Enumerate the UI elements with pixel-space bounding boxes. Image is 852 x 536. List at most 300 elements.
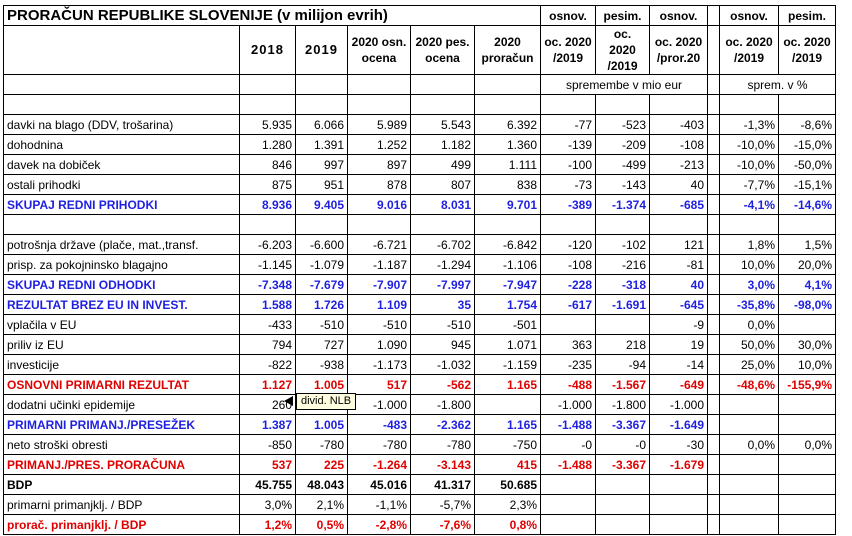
- value-cell: -1,1%: [348, 495, 411, 515]
- row-label: prorač. primanjklj. / BDP: [4, 515, 240, 535]
- value-cell: [596, 475, 650, 495]
- value-cell: 1.005: [296, 415, 348, 435]
- spacer-cell: [708, 175, 720, 195]
- value-cell: -649: [650, 375, 708, 395]
- value-cell: 363: [541, 335, 596, 355]
- value-cell: -139: [541, 135, 596, 155]
- value-cell: 2,3%: [475, 495, 541, 515]
- value-cell: -143: [596, 175, 650, 195]
- changes-pct-label: sprem. v %: [720, 75, 836, 95]
- value-cell: -1.159: [475, 355, 541, 375]
- value-cell: -98,0%: [779, 295, 836, 315]
- table-row: [4, 355, 836, 375]
- budget-table: [3, 5, 836, 535]
- spacer-cell: [708, 335, 720, 355]
- value-cell: -1,3%: [720, 115, 779, 135]
- spacer-cell: [708, 515, 720, 535]
- value-cell: 41.317: [411, 475, 475, 495]
- value-cell: -216: [596, 255, 650, 275]
- value-cell: -6.600: [296, 235, 348, 255]
- value-cell: 5.989: [348, 115, 411, 135]
- value-cell: -102: [596, 235, 650, 255]
- value-cell: -1.294: [411, 255, 475, 275]
- value-cell: 1.127: [240, 375, 296, 395]
- value-cell: 10,0%: [720, 255, 779, 275]
- row-label: investicije: [4, 355, 240, 375]
- col-pct-2: oc. 2020 /2019: [779, 26, 836, 75]
- value-cell: [650, 215, 708, 235]
- value-cell: 517: [348, 375, 411, 395]
- value-cell: -7,7%: [720, 175, 779, 195]
- value-cell: 5.543: [411, 115, 475, 135]
- hdr-osnov-3: osnov.: [720, 6, 779, 26]
- value-cell: -15,0%: [779, 135, 836, 155]
- value-cell: -685: [650, 195, 708, 215]
- value-cell: 48.043: [296, 475, 348, 495]
- value-cell: 1.280: [240, 135, 296, 155]
- value-cell: -1.374: [596, 195, 650, 215]
- spacer-cell: [708, 495, 720, 515]
- value-cell: -1.488: [541, 455, 596, 475]
- empty-cell: [4, 26, 240, 75]
- value-cell: -94: [596, 355, 650, 375]
- value-cell: 19: [650, 335, 708, 355]
- value-cell: 8.936: [240, 195, 296, 215]
- table-row: [4, 175, 836, 195]
- value-cell: 727: [296, 335, 348, 355]
- table-row: [4, 295, 836, 315]
- col-change-1: oc. 2020 /2019: [541, 26, 596, 75]
- value-cell: -2,8%: [348, 515, 411, 535]
- table-row: [4, 255, 836, 275]
- value-cell: -209: [596, 135, 650, 155]
- value-cell: [779, 515, 836, 535]
- comment-arrow-icon: [284, 396, 293, 406]
- cell-comment: divid. NLB: [296, 393, 356, 410]
- value-cell: 945: [411, 335, 475, 355]
- value-cell: 45.755: [240, 475, 296, 495]
- row-label: PRIMANJ./PRES. PRORAČUNA: [4, 455, 240, 475]
- row-label: OSNOVNI PRIMARNI REZULTAT: [4, 375, 240, 395]
- value-cell: 1.165: [475, 375, 541, 395]
- value-cell: -8,6%: [779, 115, 836, 135]
- spacer-cell: [708, 255, 720, 275]
- col-2020-pes: 2020 pes. ocena: [411, 26, 475, 75]
- value-cell: -10,0%: [720, 135, 779, 155]
- blank-row: [4, 95, 836, 115]
- value-cell: 45.016: [348, 475, 411, 495]
- value-cell: -30: [650, 435, 708, 455]
- spacer-cell: [708, 215, 720, 235]
- value-cell: -100: [541, 155, 596, 175]
- value-cell: -3.143: [411, 455, 475, 475]
- row-label: primarni primanjklj. / BDP: [4, 495, 240, 515]
- value-cell: -1.000: [541, 395, 596, 415]
- hdr-osnov-2: osnov.: [650, 6, 708, 26]
- value-cell: -433: [240, 315, 296, 335]
- value-cell: 1.360: [475, 135, 541, 155]
- row-label: dodatni učinki epidemije: [4, 395, 240, 415]
- row-label: davek na dobiček: [4, 155, 240, 175]
- table-row: [4, 215, 836, 235]
- value-cell: 897: [348, 155, 411, 175]
- value-cell: -10,0%: [720, 155, 779, 175]
- value-cell: 0,8%: [475, 515, 541, 535]
- value-cell: -850: [240, 435, 296, 455]
- value-cell: 218: [596, 335, 650, 355]
- table-row: [4, 195, 836, 215]
- spacer-cell: [708, 375, 720, 395]
- value-cell: -35,8%: [720, 295, 779, 315]
- value-cell: [779, 415, 836, 435]
- value-cell: 1,2%: [240, 515, 296, 535]
- spacer-cell: [708, 295, 720, 315]
- value-cell: 807: [411, 175, 475, 195]
- value-cell: 838: [475, 175, 541, 195]
- value-cell: -318: [596, 275, 650, 295]
- value-cell: 40: [650, 175, 708, 195]
- value-cell: -645: [650, 295, 708, 315]
- value-cell: -501: [475, 315, 541, 335]
- value-cell: [541, 495, 596, 515]
- value-cell: -120: [541, 235, 596, 255]
- value-cell: 35: [411, 295, 475, 315]
- value-cell: [650, 495, 708, 515]
- value-cell: -617: [541, 295, 596, 315]
- value-cell: -15,1%: [779, 175, 836, 195]
- value-cell: [296, 215, 348, 235]
- value-cell: -488: [541, 375, 596, 395]
- value-cell: -1.679: [650, 455, 708, 475]
- spacer-cell: [708, 455, 720, 475]
- spacer-cell: [708, 235, 720, 255]
- spacer-cell: [708, 395, 720, 415]
- value-cell: [650, 515, 708, 535]
- table-row: [4, 435, 836, 455]
- title-row: [4, 6, 836, 26]
- value-cell: -510: [411, 315, 475, 335]
- value-cell: -1.691: [596, 295, 650, 315]
- value-cell: -1.264: [348, 455, 411, 475]
- value-cell: 0,0%: [720, 435, 779, 455]
- value-cell: 9.405: [296, 195, 348, 215]
- row-label: SKUPAJ REDNI PRIHODKI: [4, 195, 240, 215]
- value-cell: -1.106: [475, 255, 541, 275]
- sheet-title: PRORAČUN REPUBLIKE SLOVENIJE (v milijon evrih): [4, 6, 541, 26]
- row-label: SKUPAJ REDNI ODHODKI: [4, 275, 240, 295]
- value-cell: 0,0%: [720, 315, 779, 335]
- value-cell: 1,8%: [720, 235, 779, 255]
- value-cell: -213: [650, 155, 708, 175]
- spacer-cell: [708, 26, 720, 75]
- value-cell: -1.488: [541, 415, 596, 435]
- value-cell: [779, 475, 836, 495]
- value-cell: 4,1%: [779, 275, 836, 295]
- value-cell: 1.588: [240, 295, 296, 315]
- hdr-pesim-1: pesim.: [596, 6, 650, 26]
- value-cell: 1,5%: [779, 235, 836, 255]
- row-label: neto stroški obresti: [4, 435, 240, 455]
- col-2020-pror: 2020 proračun: [475, 26, 541, 75]
- value-cell: 997: [296, 155, 348, 175]
- value-cell: 846: [240, 155, 296, 175]
- table-row: [4, 275, 836, 295]
- table-row: [4, 395, 836, 415]
- value-cell: -1.000: [348, 395, 411, 415]
- units-row: [4, 75, 836, 95]
- value-cell: [596, 315, 650, 335]
- row-label: REZULTAT BREZ EU IN INVEST.: [4, 295, 240, 315]
- value-cell: 40: [650, 275, 708, 295]
- spacer-cell: [708, 435, 720, 455]
- value-cell: -523: [596, 115, 650, 135]
- value-cell: 20,0%: [779, 255, 836, 275]
- row-label: BDP: [4, 475, 240, 495]
- table-row: [4, 135, 836, 155]
- value-cell: -14: [650, 355, 708, 375]
- value-cell: -750: [475, 435, 541, 455]
- value-cell: [541, 315, 596, 335]
- value-cell: -228: [541, 275, 596, 295]
- value-cell: 1.109: [348, 295, 411, 315]
- value-cell: -81: [650, 255, 708, 275]
- value-cell: [541, 515, 596, 535]
- value-cell: [779, 395, 836, 415]
- value-cell: [475, 215, 541, 235]
- value-cell: 878: [348, 175, 411, 195]
- table-row: [4, 315, 836, 335]
- value-cell: -7.947: [475, 275, 541, 295]
- value-cell: 3,0%: [240, 495, 296, 515]
- value-cell: -5,7%: [411, 495, 475, 515]
- hdr-osnov-1: osnov.: [541, 6, 596, 26]
- table-row: [4, 235, 836, 255]
- value-cell: -403: [650, 115, 708, 135]
- value-cell: 1.252: [348, 135, 411, 155]
- col-2020-osn: 2020 osn. ocena: [348, 26, 411, 75]
- value-cell: -1.649: [650, 415, 708, 435]
- value-cell: -7.679: [296, 275, 348, 295]
- value-cell: -155,9%: [779, 375, 836, 395]
- row-label: potrošnja države (plače, mat.,transf.: [4, 235, 240, 255]
- value-cell: 1.165: [475, 415, 541, 435]
- spacer-cell: [708, 195, 720, 215]
- value-cell: 5.935: [240, 115, 296, 135]
- value-cell: -499: [596, 155, 650, 175]
- value-cell: 1.090: [348, 335, 411, 355]
- value-cell: 1.726: [296, 295, 348, 315]
- value-cell: -938: [296, 355, 348, 375]
- value-cell: -1.032: [411, 355, 475, 375]
- value-cell: 794: [240, 335, 296, 355]
- value-cell: 0,5%: [296, 515, 348, 535]
- value-cell: -6.702: [411, 235, 475, 255]
- value-cell: [650, 475, 708, 495]
- value-cell: -3.367: [596, 455, 650, 475]
- value-cell: 1.111: [475, 155, 541, 175]
- value-cell: 537: [240, 455, 296, 475]
- value-cell: -7.907: [348, 275, 411, 295]
- value-cell: 875: [240, 175, 296, 195]
- spacer-cell: [708, 315, 720, 335]
- value-cell: -389: [541, 195, 596, 215]
- value-cell: -1.800: [596, 395, 650, 415]
- value-cell: 6.066: [296, 115, 348, 135]
- value-cell: -108: [650, 135, 708, 155]
- table-row: [4, 475, 836, 495]
- value-cell: 2,1%: [296, 495, 348, 515]
- value-cell: 25,0%: [720, 355, 779, 375]
- spacer-cell: [708, 355, 720, 375]
- value-cell: -3.367: [596, 415, 650, 435]
- value-cell: 50,0%: [720, 335, 779, 355]
- value-cell: [475, 395, 541, 415]
- value-cell: -1.800: [411, 395, 475, 415]
- value-cell: -780: [411, 435, 475, 455]
- value-cell: -510: [296, 315, 348, 335]
- value-cell: -6.721: [348, 235, 411, 255]
- value-cell: 415: [475, 455, 541, 475]
- value-cell: -2.362: [411, 415, 475, 435]
- value-cell: [720, 395, 779, 415]
- value-cell: [411, 215, 475, 235]
- value-cell: -822: [240, 355, 296, 375]
- value-cell: -510: [348, 315, 411, 335]
- value-cell: -1.079: [296, 255, 348, 275]
- row-label: ostali prihodki: [4, 175, 240, 195]
- spacer-cell: [708, 415, 720, 435]
- value-cell: [779, 215, 836, 235]
- value-cell: 3,0%: [720, 275, 779, 295]
- value-cell: -1.145: [240, 255, 296, 275]
- row-label: [4, 215, 240, 235]
- table-row: [4, 375, 836, 395]
- value-cell: -4,1%: [720, 195, 779, 215]
- value-cell: -73: [541, 175, 596, 195]
- value-cell: -48,6%: [720, 375, 779, 395]
- value-cell: 9.701: [475, 195, 541, 215]
- value-cell: [720, 415, 779, 435]
- value-cell: 6.392: [475, 115, 541, 135]
- value-cell: 1.391: [296, 135, 348, 155]
- spacer-cell: [708, 275, 720, 295]
- value-cell: -1.000: [650, 395, 708, 415]
- years-row: [4, 26, 836, 75]
- value-cell: 121: [650, 235, 708, 255]
- row-label: priliv iz EU: [4, 335, 240, 355]
- value-cell: [541, 475, 596, 495]
- value-cell: -0: [541, 435, 596, 455]
- value-cell: 0,0%: [779, 435, 836, 455]
- value-cell: [720, 495, 779, 515]
- value-cell: 50.685: [475, 475, 541, 495]
- value-cell: -6.842: [475, 235, 541, 255]
- value-cell: 1.182: [411, 135, 475, 155]
- value-cell: [720, 455, 779, 475]
- value-cell: 8.031: [411, 195, 475, 215]
- table-row: [4, 495, 836, 515]
- spacer-cell: [708, 115, 720, 135]
- table-row: [4, 335, 836, 355]
- spacer-cell: [708, 135, 720, 155]
- value-cell: 9.016: [348, 195, 411, 215]
- value-cell: 30,0%: [779, 335, 836, 355]
- value-cell: -50,0%: [779, 155, 836, 175]
- value-cell: [720, 515, 779, 535]
- value-cell: [596, 515, 650, 535]
- value-cell: -7,6%: [411, 515, 475, 535]
- value-cell: 260: [240, 395, 296, 415]
- value-cell: -7.348: [240, 275, 296, 295]
- table-row: [4, 515, 836, 535]
- value-cell: -780: [296, 435, 348, 455]
- row-label: vplačila v EU: [4, 315, 240, 335]
- value-cell: 10,0%: [779, 355, 836, 375]
- value-cell: [596, 215, 650, 235]
- spacer-cell: [708, 475, 720, 495]
- table-row: [4, 155, 836, 175]
- value-cell: [779, 455, 836, 475]
- value-cell: -108: [541, 255, 596, 275]
- col-change-3: oc. 2020 /pror.20: [650, 26, 708, 75]
- value-cell: [596, 495, 650, 515]
- value-cell: 951: [296, 175, 348, 195]
- changes-mio-label: spremembe v mio eur: [541, 75, 708, 95]
- spacer-cell: [708, 155, 720, 175]
- row-label: prisp. za pokojninsko blagajno: [4, 255, 240, 275]
- value-cell: -77: [541, 115, 596, 135]
- row-label: dohodnina: [4, 135, 240, 155]
- value-cell: -6.203: [240, 235, 296, 255]
- value-cell: 225: [296, 455, 348, 475]
- value-cell: -780: [348, 435, 411, 455]
- value-cell: [348, 215, 411, 235]
- table-row: [4, 455, 836, 475]
- value-cell: [779, 495, 836, 515]
- col-change-2: oc. 2020 /2019: [596, 26, 650, 75]
- col-2019: 2019: [296, 26, 348, 75]
- value-cell: [779, 315, 836, 335]
- col-pct-1: oc. 2020 /2019: [720, 26, 779, 75]
- value-cell: -14,6%: [779, 195, 836, 215]
- value-cell: [541, 215, 596, 235]
- value-cell: -235: [541, 355, 596, 375]
- value-cell: 499: [411, 155, 475, 175]
- value-cell: -483: [348, 415, 411, 435]
- value-cell: [240, 215, 296, 235]
- hdr-pesim-2: pesim.: [779, 6, 836, 26]
- value-cell: 1.071: [475, 335, 541, 355]
- spacer-cell: [708, 6, 720, 26]
- table-row: [4, 115, 836, 135]
- value-cell: -7.997: [411, 275, 475, 295]
- col-2018: 2018: [240, 26, 296, 75]
- value-cell: [720, 215, 779, 235]
- value-cell: -0: [596, 435, 650, 455]
- row-label: davki na blago (DDV, trošarina): [4, 115, 240, 135]
- value-cell: 1.754: [475, 295, 541, 315]
- value-cell: -1.567: [596, 375, 650, 395]
- value-cell: -562: [411, 375, 475, 395]
- value-cell: -1.187: [348, 255, 411, 275]
- value-cell: [720, 475, 779, 495]
- value-cell: -1.173: [348, 355, 411, 375]
- value-cell: -9: [650, 315, 708, 335]
- value-cell: 1.387: [240, 415, 296, 435]
- value-cell: 1.005: [296, 375, 348, 395]
- row-label: PRIMARNI PRIMANJ./PRESEŽEK: [4, 415, 240, 435]
- table-row: [4, 415, 836, 435]
